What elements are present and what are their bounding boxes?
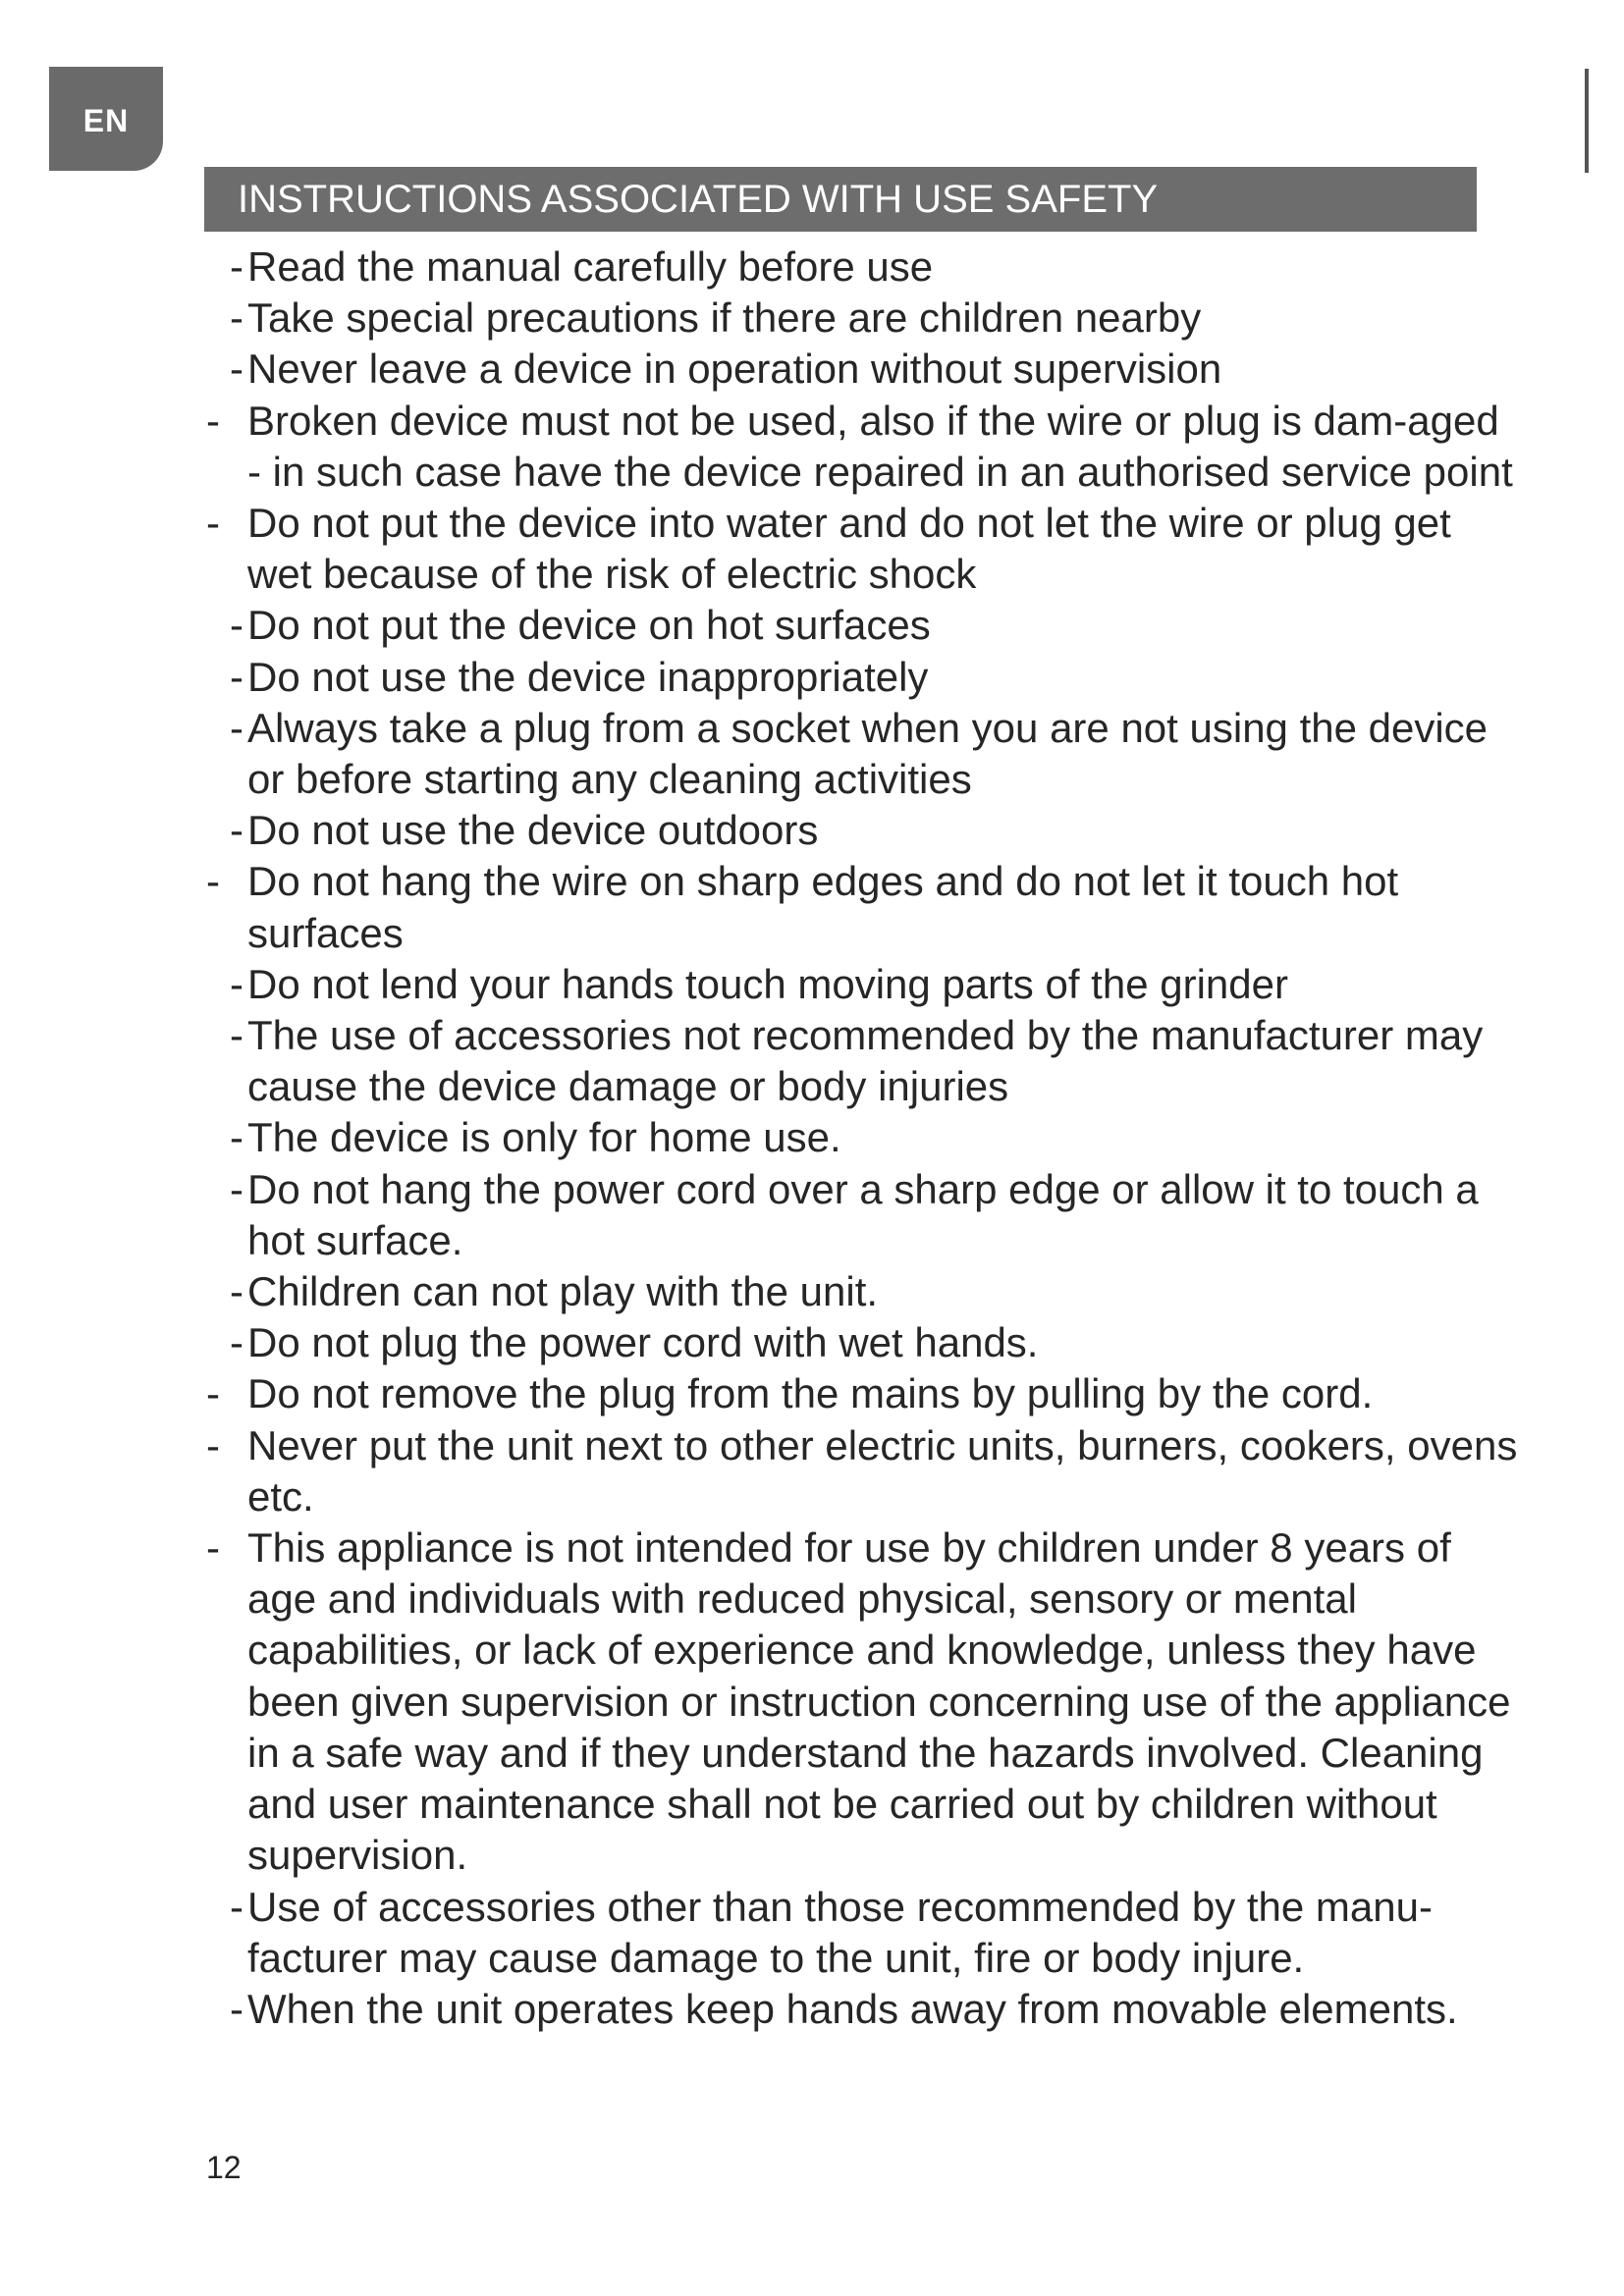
- instruction-text: Do not remove the plug from the mains by pulling by the cord.: [247, 1370, 1374, 1417]
- instruction-text: This appliance is not intended for use by children under 8 years of age and individuals with reduced physical, sensory or mental capabilities, or lack of experience and knowledge, unless they have been given supervision or instruction concerning use of the appliance in a safe way and if they understand the hazards involved. Cleaning and user maintenance shall not be carried out by children without supervision.: [247, 1524, 1511, 1879]
- bullet-dash: -: [230, 1165, 244, 1212]
- instruction-item: [196, 959, 1522, 1010]
- bullet-dash: -: [206, 1421, 220, 1468]
- instruction-text: Never leave a device in operation without supervision: [247, 346, 1222, 393]
- instruction-text: Children can not play with the unit.: [247, 1268, 879, 1315]
- instruction-item: [196, 1266, 1522, 1317]
- instruction-item: [196, 1164, 1522, 1266]
- instruction-item: [196, 1112, 1522, 1163]
- bullet-dash: -: [206, 397, 220, 444]
- bullet-dash: -: [230, 960, 244, 1007]
- bullet-dash: -: [230, 1883, 244, 1930]
- bullet-dash: -: [230, 243, 244, 290]
- instruction-item: [196, 1522, 1522, 1881]
- instruction-text: The use of accessories not recommended by the manufacturer may cause the device damage or body injuries: [247, 1012, 1484, 1110]
- bullet-dash: -: [230, 294, 244, 342]
- instruction-item: [196, 1317, 1522, 1368]
- instruction-text: Never put the unit next to other electric units, burners, cookers, ovens etc.: [247, 1421, 1518, 1520]
- bullet-dash: -: [206, 1370, 220, 1417]
- bullet-dash: -: [230, 807, 244, 854]
- instruction-item: [196, 396, 1522, 498]
- instruction-text: When the unit operates keep hands away from movable elements.: [247, 1985, 1458, 2032]
- instruction-item: [196, 600, 1522, 651]
- instruction-text: The device is only for home use.: [247, 1114, 841, 1161]
- bullet-dash: -: [230, 1985, 244, 2032]
- instruction-item: [196, 703, 1522, 805]
- bullet-dash: -: [206, 858, 220, 905]
- instruction-item: [196, 498, 1522, 600]
- safety-instructions-list: [196, 241, 1522, 2035]
- bullet-dash: -: [230, 653, 244, 700]
- instruction-item: [196, 1420, 1522, 1522]
- instruction-text: Do not hang the wire on sharp edges and do not let it touch hot surfaces: [247, 858, 1399, 956]
- bullet-dash: -: [230, 602, 244, 649]
- instruction-text: Do not hang the power cord over a sharp edge or allow it to touch a hot surface.: [247, 1165, 1479, 1263]
- instruction-item: [196, 241, 1522, 293]
- instruction-item: [196, 293, 1522, 344]
- instruction-text: Do not use the device inappropriately: [247, 653, 929, 700]
- instruction-text: Do not put the device on hot surfaces: [247, 602, 931, 649]
- instruction-text: Do not use the device outdoors: [247, 807, 819, 854]
- instruction-text: Broken device must not be used, also if the wire or plug is dam-aged - in such case have the device repaired in an authorised service point: [247, 397, 1513, 495]
- instruction-item: [196, 1368, 1522, 1419]
- bullet-dash: -: [206, 1524, 220, 1572]
- page-number: 12: [206, 2150, 242, 2185]
- instruction-item: [196, 1984, 1522, 2035]
- instruction-item: [196, 856, 1522, 958]
- section-title: INSTRUCTIONS ASSOCIATED WITH USE SAFETY: [204, 167, 1477, 232]
- bullet-dash: -: [230, 346, 244, 393]
- instruction-text: Take special precautions if there are children nearby: [247, 294, 1202, 342]
- instruction-text: Do not lend your hands touch moving parts of the grinder: [247, 960, 1288, 1007]
- instruction-text: Do not plug the power cord with wet hands.: [247, 1319, 1039, 1366]
- language-tab: EN: [49, 67, 163, 171]
- instruction-item: [196, 805, 1522, 856]
- page-edge-marker: [1585, 69, 1589, 173]
- instruction-item: [196, 344, 1522, 395]
- instruction-item: [196, 1010, 1522, 1112]
- bullet-dash: -: [230, 1114, 244, 1161]
- instruction-item: [196, 652, 1522, 703]
- instruction-text: Use of accessories other than those recommended by the manu-facturer may cause damage to the unit, fire or body injure.: [247, 1883, 1433, 1981]
- bullet-dash: -: [206, 500, 220, 547]
- bullet-dash: -: [230, 1012, 244, 1059]
- instruction-text: Do not put the device into water and do not let the wire or plug get wet because of the risk of electric shock: [247, 500, 1451, 598]
- bullet-dash: -: [230, 704, 244, 751]
- bullet-dash: -: [230, 1268, 244, 1315]
- instruction-text: Read the manual carefully before use: [247, 243, 934, 290]
- instruction-item: [196, 1882, 1522, 1984]
- instruction-text: Always take a plug from a socket when you are not using the device or before starting any cleaning activities: [247, 704, 1489, 803]
- bullet-dash: -: [230, 1319, 244, 1366]
